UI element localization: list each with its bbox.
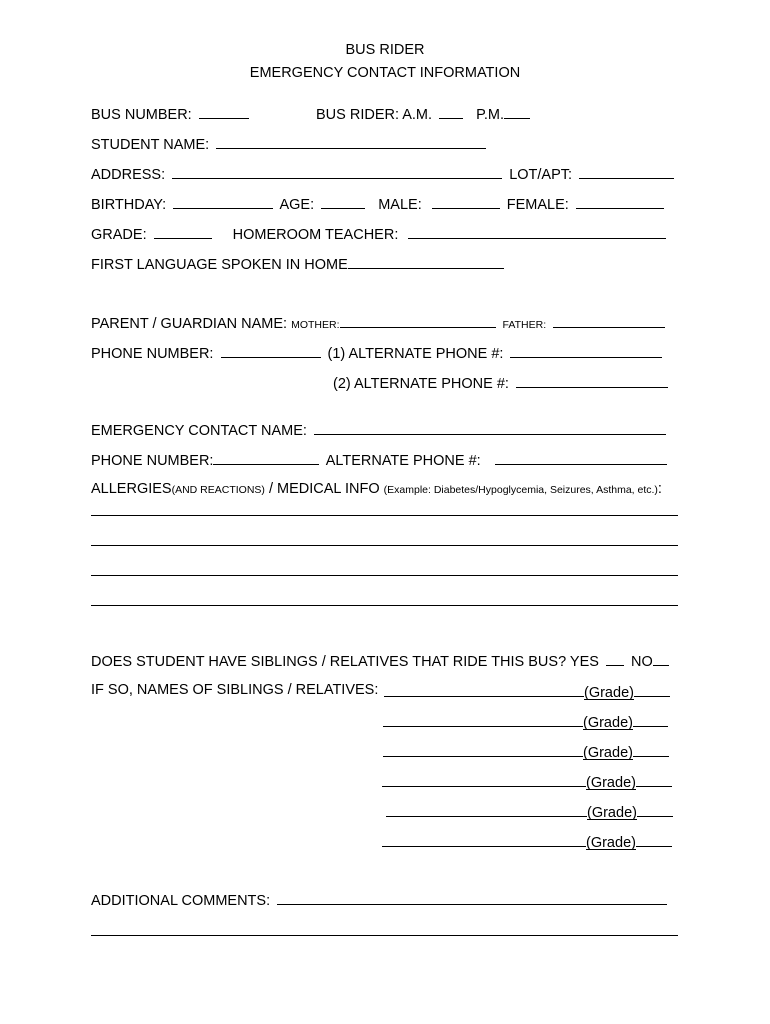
parent-name-label: PARENT / GUARDIAN NAME: [91, 316, 288, 332]
sibling-name-field[interactable] [382, 832, 586, 847]
siblings-question-row [91, 652, 672, 670]
grade-field[interactable] [154, 225, 212, 239]
address-row [91, 165, 677, 183]
sibling-grade-label: (Grade) [584, 685, 634, 701]
bus-rider-am-label: BUS RIDER: A.M. [316, 107, 433, 123]
parent-phone-field[interactable] [221, 344, 321, 358]
bus-rider-pm-field[interactable] [504, 105, 530, 119]
bus-number-label: BUS NUMBER: [91, 107, 192, 123]
male-field[interactable] [432, 195, 500, 209]
parent-phone-row [91, 344, 665, 362]
homeroom-field[interactable] [408, 225, 666, 239]
sibling-entry[interactable] [383, 742, 669, 761]
parent-alt1-field[interactable] [510, 344, 662, 358]
sibling-grade-field[interactable] [636, 772, 672, 787]
bus-rider-am-field[interactable] [439, 105, 463, 119]
sibling-grade-field[interactable] [636, 832, 672, 847]
sibling-name-field[interactable] [384, 682, 584, 697]
allergies-line-2[interactable] [91, 545, 678, 546]
first-language-field[interactable] [348, 255, 504, 269]
student-name-field[interactable] [216, 135, 486, 149]
sibling-grade-field[interactable] [633, 742, 669, 757]
emergency-phone-field[interactable] [213, 451, 319, 465]
siblings-question: DOES STUDENT HAVE SIBLINGS / RELATIVES THAT RIDE THIS BUS? YES [91, 654, 599, 670]
emergency-alt-field[interactable] [495, 451, 667, 465]
siblings-no-field[interactable] [653, 652, 669, 666]
reactions-label: (AND REACTIONS) [171, 484, 265, 496]
lot-apt-field[interactable] [579, 165, 674, 179]
sibling-name-field[interactable] [383, 712, 583, 727]
sibling-entry[interactable] [383, 712, 668, 731]
parent-alt1-label: (1) ALTERNATE PHONE #: [327, 346, 504, 362]
father-field[interactable] [553, 314, 665, 328]
student-name-row [91, 135, 489, 153]
comments-row [91, 891, 670, 909]
emergency-phone-label: PHONE NUMBER: [91, 453, 214, 469]
emergency-name-row [91, 421, 669, 439]
emergency-phone-row [91, 451, 670, 469]
form-subtitle: EMERGENCY CONTACT INFORMATION [249, 65, 521, 81]
sibling-grade-label: (Grade) [583, 745, 633, 761]
siblings-no-label: NO [630, 654, 653, 670]
bus-rider-pm-label: P.M. [476, 107, 505, 123]
allergies-label: ALLERGIES [91, 481, 172, 497]
lot-apt-label: LOT/APT: [509, 167, 573, 183]
female-field[interactable] [576, 195, 664, 209]
age-field[interactable] [321, 195, 365, 209]
sibling-grade-field[interactable] [637, 802, 673, 817]
comments-label: ADDITIONAL COMMENTS: [91, 893, 271, 909]
age-label: AGE: [279, 197, 315, 213]
first-language-label: FIRST LANGUAGE SPOKEN IN HOME [91, 257, 348, 273]
female-label: FEMALE: [506, 197, 569, 213]
allergies-row [91, 481, 662, 497]
emergency-name-field[interactable] [314, 421, 666, 435]
parent-alt2-row [333, 374, 671, 392]
parent-alt2-label: (2) ALTERNATE PHONE #: [333, 376, 509, 392]
sibling-name-field[interactable] [383, 742, 583, 757]
siblings-names-label: IF SO, NAMES OF SIBLINGS / RELATIVES: [91, 682, 379, 698]
male-label: MALE: [378, 197, 422, 213]
emergency-alt-label: ALTERNATE PHONE #: [325, 453, 481, 469]
sibling-entry[interactable] [382, 772, 672, 791]
allergies-colon: : [657, 481, 662, 497]
homeroom-label: HOMEROOM TEACHER: [232, 227, 399, 243]
emergency-name-label: EMERGENCY CONTACT NAME: [91, 423, 307, 439]
birthday-row [91, 195, 667, 213]
allergies-line-4[interactable] [91, 605, 678, 606]
mother-label: MOTHER: [291, 319, 340, 331]
address-label: ADDRESS: [91, 167, 166, 183]
birthday-label: BIRTHDAY: [91, 197, 167, 213]
siblings-yes-field[interactable] [606, 652, 624, 666]
grade-row [91, 225, 669, 243]
sibling-entry[interactable] [386, 802, 673, 821]
sibling-name-field[interactable] [386, 802, 587, 817]
sibling-grade-label: (Grade) [586, 835, 636, 851]
first-language-row [91, 255, 507, 273]
father-label: FATHER: [502, 319, 547, 331]
sibling-entry[interactable] [382, 832, 672, 851]
medical-example: (Example: Diabetes/Hypoglycemia, Seizures, Asthma, etc.) [383, 484, 658, 496]
sibling-grade-field[interactable] [633, 712, 668, 727]
parent-alt2-field[interactable] [516, 374, 668, 388]
sibling-grade-field[interactable] [634, 682, 670, 697]
sibling-grade-label: (Grade) [587, 805, 637, 821]
allergies-line-3[interactable] [91, 575, 678, 576]
bus-number-row [91, 105, 252, 123]
form-title: BUS RIDER [345, 42, 425, 58]
bus-number-field[interactable] [199, 105, 249, 119]
bus-rider-row [316, 105, 533, 123]
comments-field[interactable] [277, 891, 667, 905]
mother-field[interactable] [340, 314, 496, 328]
sibling-grade-label: (Grade) [583, 715, 633, 731]
grade-label: GRADE: [91, 227, 147, 243]
medical-info-label: / MEDICAL INFO [264, 481, 384, 497]
sibling-grade-label: (Grade) [586, 775, 636, 791]
sibling-entry[interactable] [384, 682, 670, 701]
comments-line-2[interactable] [91, 935, 678, 936]
allergies-line-1[interactable] [91, 515, 678, 516]
birthday-field[interactable] [173, 195, 273, 209]
address-field[interactable] [172, 165, 502, 179]
sibling-name-field[interactable] [382, 772, 586, 787]
student-name-label: STUDENT NAME: [91, 137, 210, 153]
parent-phone-label: PHONE NUMBER: [91, 346, 214, 362]
parent-name-row [91, 314, 668, 332]
